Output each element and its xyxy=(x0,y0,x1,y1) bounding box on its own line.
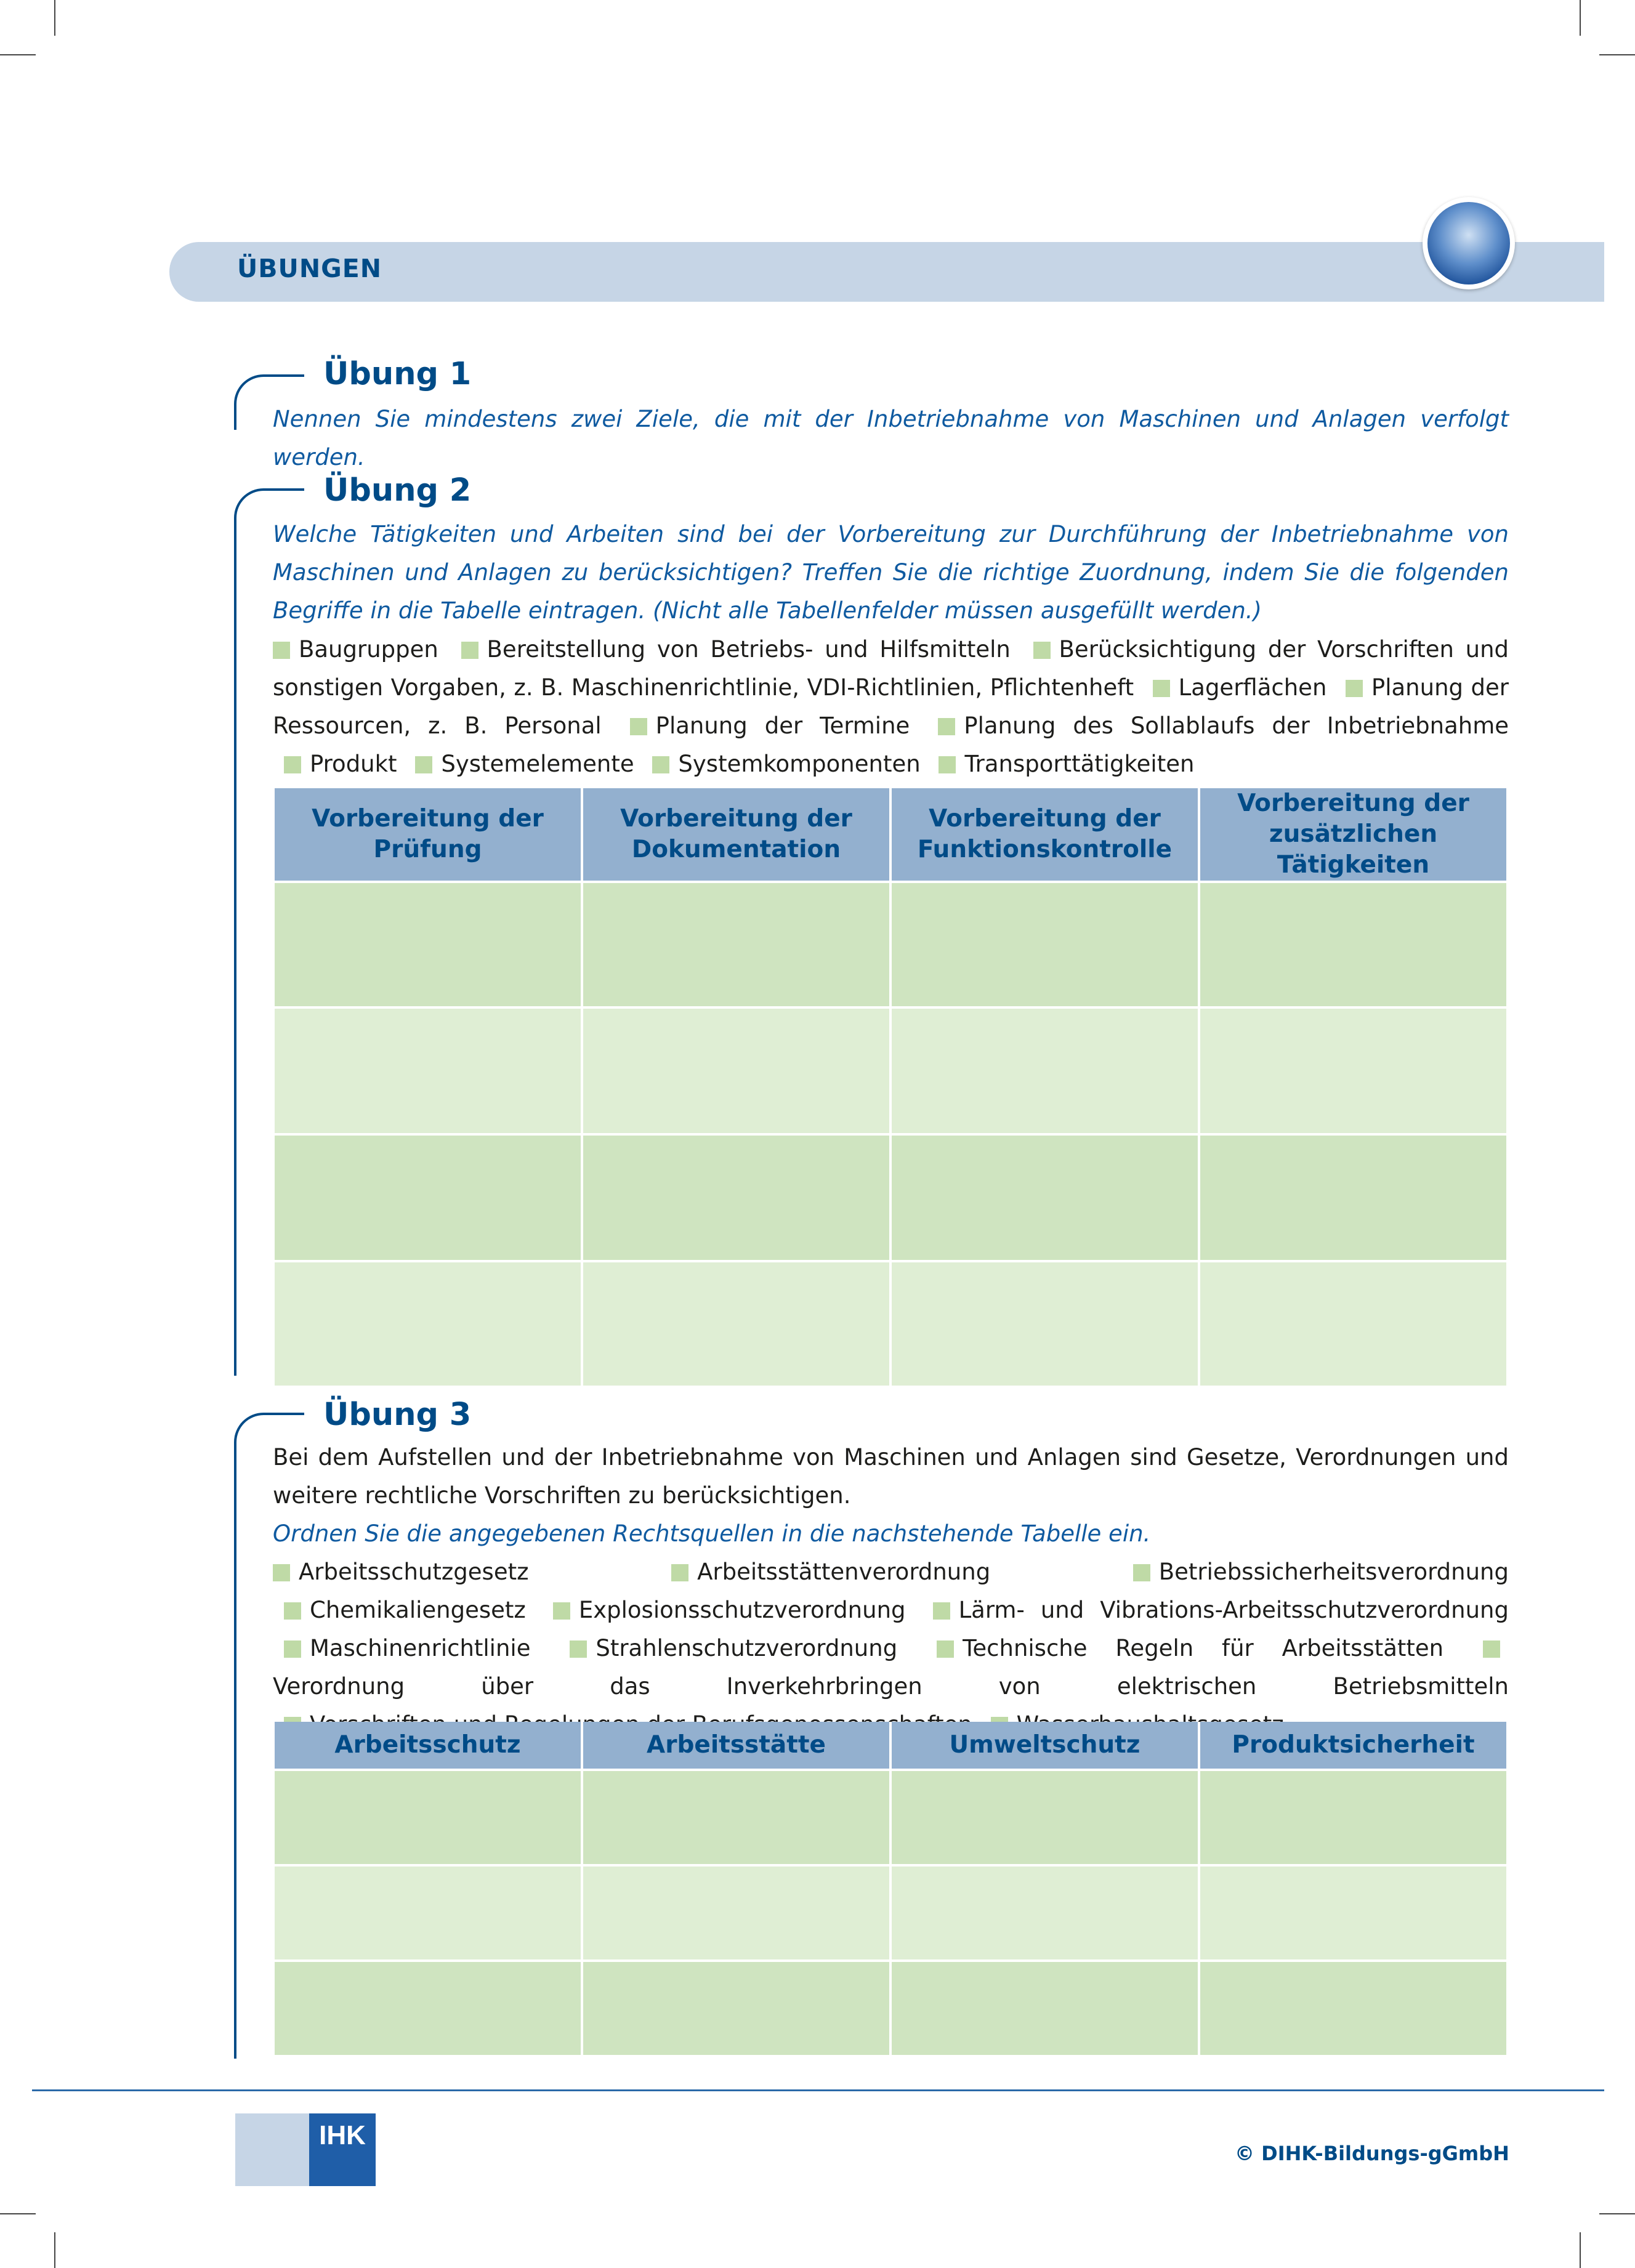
table-row xyxy=(273,1961,1508,2056)
table-cell[interactable] xyxy=(273,1770,582,1865)
exercise-2-term-list xyxy=(273,631,1509,783)
blue-sphere-icon xyxy=(1423,197,1515,289)
copyright-text: © DIHK-Bildungs-gGmbH xyxy=(1235,2142,1509,2165)
table-cell[interactable] xyxy=(1199,1134,1508,1261)
table-cell[interactable] xyxy=(582,1865,890,1961)
table-cell[interactable] xyxy=(890,1007,1199,1134)
term-square-icon xyxy=(284,756,301,773)
term-item: Lärm- und Vibrations-Arbeitsschutzverordnung xyxy=(933,1597,1509,1623)
term-square-icon xyxy=(939,756,956,773)
term-item: Arbeitsstättenverordnung xyxy=(671,1559,990,1585)
term-item: Transporttätigkeiten xyxy=(939,751,1194,777)
term-item: Planung des Sollablaufs der Inbetriebnahme xyxy=(938,712,1509,739)
table-cell[interactable] xyxy=(890,1134,1199,1261)
crop-mark xyxy=(54,2232,55,2268)
table-cell[interactable] xyxy=(890,1865,1199,1961)
exercise-3-term-list xyxy=(273,1553,1509,1744)
term-square-icon xyxy=(1346,680,1363,697)
term-square-icon xyxy=(461,642,478,659)
term-square-icon xyxy=(553,1602,570,1620)
term-square-icon xyxy=(933,1602,950,1620)
term-item: Systemelemente xyxy=(415,751,634,777)
exercise-1-prompt: Nennen Sie mindestens zwei Ziele, die mit der Inbetriebnahme von Maschinen und Anlagen verfolgt werden. xyxy=(273,406,1509,470)
table-cell[interactable] xyxy=(890,1770,1199,1865)
term-item: Explosionsschutzverordnung xyxy=(553,1597,906,1623)
table-cell[interactable] xyxy=(1199,1961,1508,2056)
term-item: Chemikaliengesetz xyxy=(284,1597,526,1623)
crop-mark xyxy=(0,2213,36,2214)
term-item: Produkt xyxy=(284,751,397,777)
term-square-icon xyxy=(415,756,432,773)
table-header: Vorbereitung der Dokumentation xyxy=(582,788,890,882)
table-cell[interactable] xyxy=(582,1134,890,1261)
term-square-icon xyxy=(273,1564,290,1581)
term-item: Maschinenrichtlinie xyxy=(284,1635,530,1661)
term-square-icon xyxy=(1483,1640,1500,1658)
ihk-logo: IHK xyxy=(309,2113,376,2186)
table-cell[interactable] xyxy=(1199,1770,1508,1865)
table-row xyxy=(273,882,1508,1007)
table-row xyxy=(273,1865,1508,1961)
table-cell[interactable] xyxy=(273,1961,582,2056)
table-header: Produktsicherheit xyxy=(1199,1722,1508,1770)
ihk-logo-stripe xyxy=(235,2113,309,2186)
term-item: Systemkomponenten xyxy=(652,751,920,777)
crop-mark xyxy=(0,54,36,55)
term-item: Lagerflächen xyxy=(1153,674,1327,701)
table-cell[interactable] xyxy=(890,882,1199,1007)
term-item: Strahlenschutzverordnung xyxy=(570,1635,897,1661)
term-item: Arbeitsschutzgesetz xyxy=(273,1559,529,1585)
table-row xyxy=(273,1770,1508,1865)
table-cell[interactable] xyxy=(1199,1865,1508,1961)
exercise-3-intro: Bei dem Aufstellen und der Inbetriebnahme von Maschinen und Anlagen sind Gesetze, Verordnungen und weitere rechtliche Vorschriften zu berücksichtigen. xyxy=(273,1444,1509,1509)
table-cell[interactable] xyxy=(273,1007,582,1134)
term-square-icon xyxy=(1133,1564,1150,1581)
exercise-2-title: Übung 2 xyxy=(323,472,472,509)
term-item: Planung der Ressourcen, z. B. Personal xyxy=(273,674,1509,739)
exercise-2-prompt: Welche Tätigkeiten und Arbeiten sind bei der Vorbereitung zur Durchführung der Inbetriebnahme von Maschinen und Anlagen zu berücksichtigen? Treffen Sie die richtige Zuordnung, indem Sie die folgenden Begriffe in die Tabelle eintragen. (Nicht alle Tabellenfelder müssen ausgefüllt werden.) xyxy=(273,521,1509,624)
term-square-icon xyxy=(671,1564,688,1581)
term-square-icon xyxy=(937,1640,954,1658)
table-cell[interactable] xyxy=(273,1261,582,1387)
table-cell[interactable] xyxy=(273,882,582,1007)
term-square-icon xyxy=(1153,680,1170,697)
exercise-2-table xyxy=(272,788,1509,1388)
table-header: Arbeitsstätte xyxy=(582,1722,890,1770)
table-cell[interactable] xyxy=(273,1134,582,1261)
term-item: Berücksichtigung der Vorschriften und sonstigen Vorgaben, z. B. Maschinenrichtlinie, VDI-Richtlinien, Pflichtenheft xyxy=(273,636,1509,701)
table-cell[interactable] xyxy=(582,882,890,1007)
table-header: Vorbereitung der zusätzlichen Tätigkeiten xyxy=(1199,788,1508,882)
exercise-3-prompt: Ordnen Sie die angegebenen Rechtsquellen in die nachstehende Tabelle ein. xyxy=(273,1520,1151,1547)
section-header-band xyxy=(169,242,1604,302)
table-cell[interactable] xyxy=(582,1007,890,1134)
term-square-icon xyxy=(938,718,955,735)
table-cell[interactable] xyxy=(582,1770,890,1865)
term-item: Planung der Termine xyxy=(630,712,910,739)
crop-mark xyxy=(1580,0,1581,36)
table-row xyxy=(273,1007,1508,1134)
table-row xyxy=(273,1261,1508,1387)
exercise-3-title: Übung 3 xyxy=(323,1397,472,1433)
section-title: ÜBUNGEN xyxy=(237,254,382,283)
table-row xyxy=(273,1134,1508,1261)
term-square-icon xyxy=(1033,642,1051,659)
term-square-icon xyxy=(570,1640,587,1658)
term-square-icon xyxy=(284,1602,301,1620)
table-header: Vorbereitung der Funktionskontrolle xyxy=(890,788,1199,882)
table-cell[interactable] xyxy=(890,1261,1199,1387)
table-cell[interactable] xyxy=(582,1961,890,2056)
crop-mark xyxy=(54,0,55,36)
exercise-1-title: Übung 1 xyxy=(323,356,472,392)
table-cell[interactable] xyxy=(1199,1007,1508,1134)
term-square-icon xyxy=(284,1640,301,1658)
table-cell[interactable] xyxy=(273,1865,582,1961)
term-item: Technische Regeln für Arbeitsstätten xyxy=(937,1635,1443,1661)
table-cell[interactable] xyxy=(890,1961,1199,2056)
footer-divider xyxy=(32,2089,1604,2091)
exercise-3-table xyxy=(272,1722,1509,2057)
table-header: Umweltschutz xyxy=(890,1722,1199,1770)
table-header: Arbeitsschutz xyxy=(273,1722,582,1770)
term-square-icon xyxy=(630,718,647,735)
term-item: Baugruppen xyxy=(273,636,438,663)
table-cell[interactable] xyxy=(1199,1261,1508,1387)
term-item: Bereitstellung von Betriebs- und Hilfsmitteln xyxy=(461,636,1011,663)
table-cell[interactable] xyxy=(1199,882,1508,1007)
term-item: Betriebssicherheitsverordnung xyxy=(1133,1559,1509,1585)
table-header: Vorbereitung der Prüfung xyxy=(273,788,582,882)
term-square-icon xyxy=(652,756,669,773)
crop-mark xyxy=(1580,2232,1581,2268)
term-square-icon xyxy=(273,642,290,659)
crop-mark xyxy=(1599,54,1635,55)
term-item: Verordnung über das Inverkehrbringen von elektrischen Betriebsmitteln xyxy=(273,1635,1509,1700)
table-cell[interactable] xyxy=(582,1261,890,1387)
crop-mark xyxy=(1599,2213,1635,2214)
